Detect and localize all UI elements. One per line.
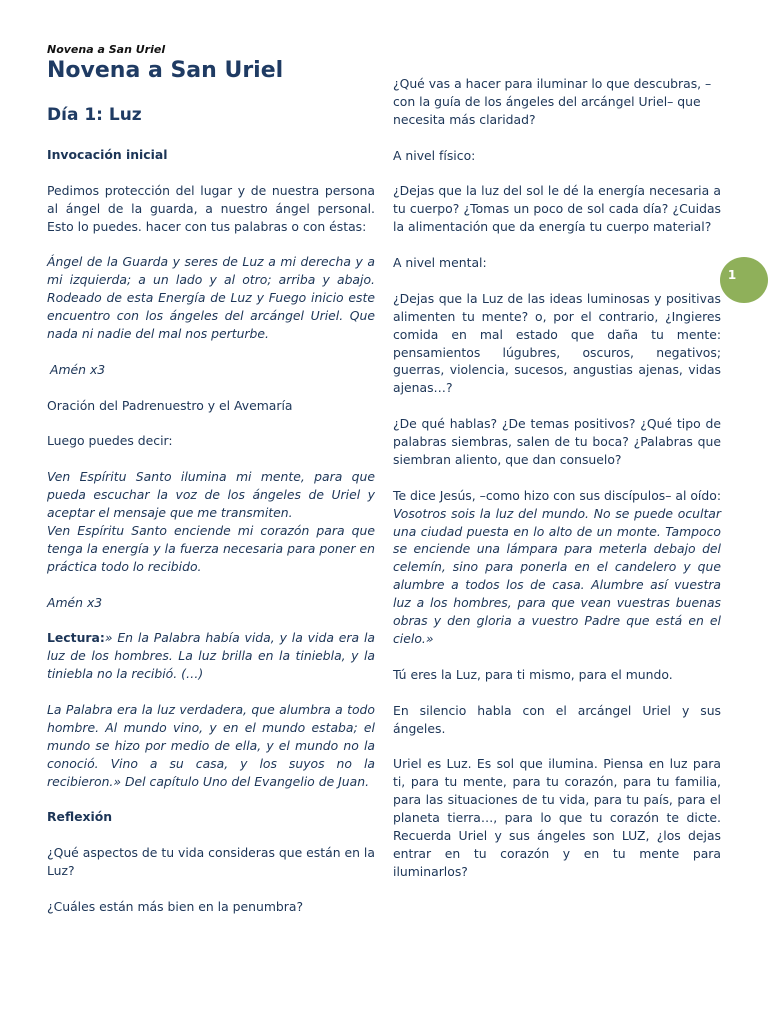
reflection-heading: Reflexión	[47, 809, 113, 825]
reading-text: » En la Palabra había vida, y la vida era la luz de los hombres. La luz brilla en la tiniebla, y la tiniebla no la recibió. (…)	[47, 630, 375, 682]
physical-level-text: ¿Dejas que la luz del sol le dé la energía necesaria a tu cuerpo? ¿Tomas un poco de sol cada día? ¿Cuidas la alimentación que da energía tu cuerpo material?	[393, 183, 721, 235]
physical-level-label: A nivel físico:	[393, 147, 476, 163]
amen-first: Amén x3	[50, 361, 106, 377]
amen-second: Amén x3	[47, 594, 103, 610]
day-subtitle: Día 1: Luz	[47, 105, 142, 125]
reflection-question-3: ¿Qué vas a hacer para iluminar lo que descubras, –con la guía de los ángeles del arcángel Uriel– que necesita más claridad?	[393, 76, 712, 127]
jesus-intro: Te dice Jesús, –como hizo con sus discípulos– al oído:	[393, 487, 721, 503]
left-column	[47, 146, 375, 934]
silence-paragraph: En silencio habla con el arcángel Uriel y sus ángeles.	[393, 702, 721, 736]
running-title: Novena a San Uriel	[47, 43, 166, 56]
invocation-paragraph: Pedimos protección del lugar y de nuestra persona al ángel de la guarda, a nuestro ángel personal. Esto lo puedes. hacer con tus palabras o con éstas:	[47, 182, 375, 234]
invocation-heading: Invocación inicial	[47, 147, 168, 162]
reading-label: Lectura:	[47, 630, 105, 646]
uriel-paragraph: Uriel es Luz. Es sol que ilumina. Piensa en luz para ti, para tu mente, para tu corazón, para tu familia, para las situaciones de tu vida, para tu país, para el planeta tierra…, para lo que tu corazón te dicte. Recuerda Uriel y sus ángeles son LUZ, ¿los dejas entrar en tu corazón y en tu mente para iluminarlos?	[393, 756, 721, 879]
holy-spirit-invocation-1: Ven Espíritu Santo ilumina mi mente, para que pueda escuchar la voz de los ángeles de Uriel y aceptar el mensaje que me transmiten.	[47, 469, 375, 521]
speech-questions: ¿De qué hablas? ¿De temas positivos? ¿Qué tipo de palabras siembras, salen de tu boca? ¿Palabras que siembran aliento, que dan consuelo?	[393, 416, 721, 467]
reading-paragraph	[47, 629, 375, 683]
jesus-paragraph	[393, 487, 721, 648]
holy-spirit-invocation-2: Ven Espíritu Santo enciende mi corazón para que tenga la energía y la fuerza necesaria para poner en práctica todo lo recibido.	[47, 522, 375, 574]
right-column	[393, 75, 721, 899]
page-title: Novena a San Uriel	[47, 58, 284, 83]
reflection-question-2: ¿Cuáles están más bien en la penumbra?	[47, 898, 304, 914]
invocation-prayer: Ángel de la Guarda y seres de Luz a mi derecha y a mi izquierda; a un lado y al otro; arriba y abajo. Rodeado de esta Energía de Luz y Fuego inicio este encuentro con los ángeles del arcángel Uriel. Que nada ni nadie del mal nos perturbe.	[47, 254, 375, 342]
then-say-line: Luego puedes decir:	[47, 433, 173, 449]
page-number-badge: 1	[720, 257, 768, 303]
prayer-line: Oración del Padrenuestro y el Avemaría	[47, 397, 293, 413]
mental-level-text: ¿Dejas que la Luz de las ideas luminosas y positivas alimenten tu mente? o, por el contrario, ¿Ingieres comida en mal estado que daña tu mente: pensamientos lúgubres, oscuros, negativos; guerras, violencia, sucesos, angustias ajenas, vidas ajenas…?	[393, 290, 721, 396]
reading-continued: La Palabra era la luz verdadera, que alumbra a todo hombre. Al mundo vino, y en el mundo estaba; el mundo se hizo por medio de ella, y el mundo no la conoció. Vino a su casa, y los suyos no la recibieron.» Del capítulo Uno del Evangelio de Juan.	[47, 701, 375, 789]
jesus-quote: Vosotros sois la luz del mundo. No se puede ocultar una ciudad puesta en lo alto de un monte. Tampoco se enciende una lámpara para meterla debajo del celemín, sino para ponerla en el candelero y que alumbre a todos los de casa. Alumbre así vuestra luz a los hombres, para que vean vuestras buenas obras y den gloria a vuestro Padre que está en el cielo.»	[393, 505, 721, 646]
you-are-light-line: Tú eres la Luz, para ti mismo, para el mundo.	[393, 666, 673, 682]
mental-level-label: A nivel mental:	[393, 255, 487, 271]
reflection-question-1: ¿Qué aspectos de tu vida consideras que están en la Luz?	[47, 845, 375, 879]
